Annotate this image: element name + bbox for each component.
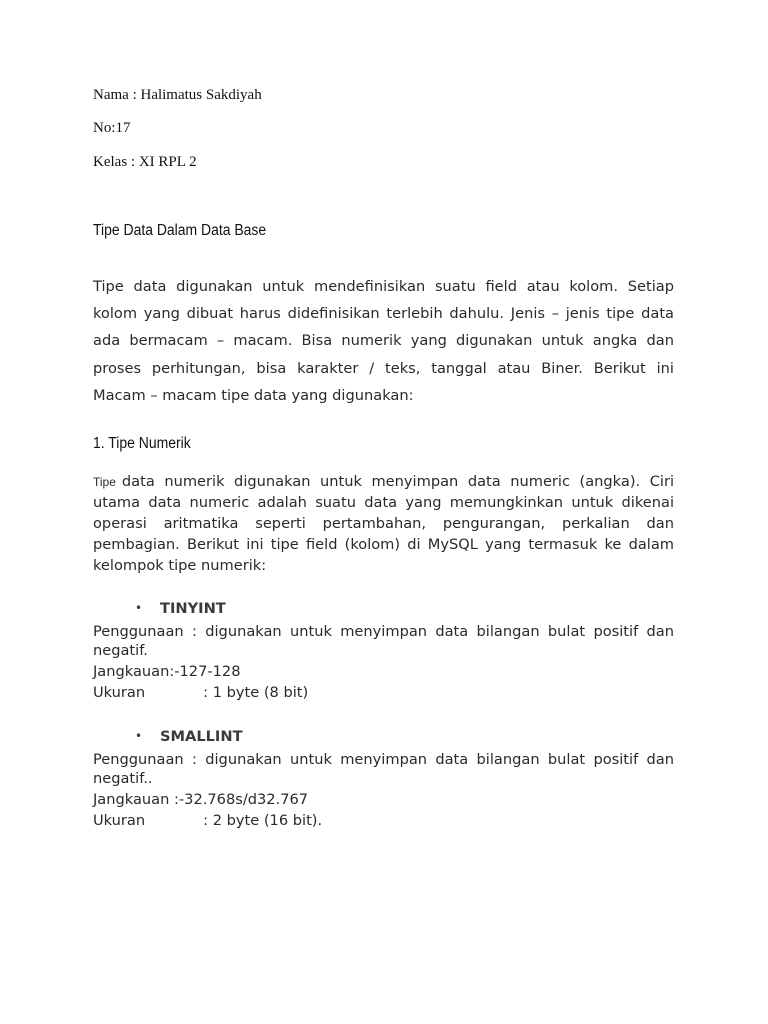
numerik-line-4: pembagian. Berikut ini tipe field (kolom) di MySQL yang termasuk ke dalam [93,536,674,553]
intro-line-2: kolom yang dibuat harus didefinisikan terlebih dahulu. Jenis – jenis tipe data [93,305,674,322]
tinyint-usage-line-2: negatif. [93,642,148,659]
document-title: Tipe Data Dalam Data Base [93,222,267,239]
list-item-smallint [135,728,243,745]
section-heading-numerik: 1. Tipe Numerik [93,435,191,452]
intro-line-3: ada bermacam – macam. Bisa numerik yang digunakan untuk angka dan [93,332,674,349]
numerik-line-1 [93,471,674,493]
type-name: TINYINT [160,600,226,617]
smallint-usage-line-2: negatif.. [93,770,153,787]
type-name: SMALLINT [160,728,243,745]
student-name: Nama : Halimatus Sakdiyah [93,87,262,103]
bullet-icon: • [135,729,143,743]
student-number: No:17 [93,120,131,136]
para-line-1-text: data numerik digunakan untuk menyimpan data numeric (angka). Ciri [121,473,674,490]
numerik-line-3: operasi aritmatika seperti pertambahan, pengurangan, perkalian dan [93,515,674,532]
para-first-word: Tipe [93,475,116,489]
size-value: : 2 byte (16 bit). [203,812,323,829]
student-class: Kelas : XI RPL 2 [93,154,197,170]
smallint-size [93,812,322,829]
tinyint-size [93,684,308,701]
numerik-line-2: utama data numeric adalah suatu data yang memungkinkan untuk dikenai [93,494,674,511]
size-label: Ukuran [93,812,146,829]
size-value: : 1 byte (8 bit) [203,684,309,701]
tinyint-usage-line-1: Penggunaan : digunakan untuk menyimpan data bilangan bulat positif dan [93,623,674,640]
list-item-tinyint [135,600,226,617]
smallint-usage-line-1: Penggunaan : digunakan untuk menyimpan data bilangan bulat positif dan [93,751,674,768]
intro-line-1: Tipe data digunakan untuk mendefinisikan suatu field atau kolom. Setiap [93,278,674,295]
intro-line-4: proses perhitungan, bisa karakter / teks, tanggal atau Biner. Berikut ini [93,360,674,377]
tinyint-range: Jangkauan:-127-128 [93,663,241,680]
numerik-line-5: kelompok tipe numerik: [93,557,267,574]
smallint-range: Jangkauan :-32.768s/d32.767 [93,791,309,808]
size-label: Ukuran [93,684,146,701]
bullet-icon: • [135,601,143,615]
intro-line-5: Macam – macam tipe data yang digunakan: [93,387,414,404]
